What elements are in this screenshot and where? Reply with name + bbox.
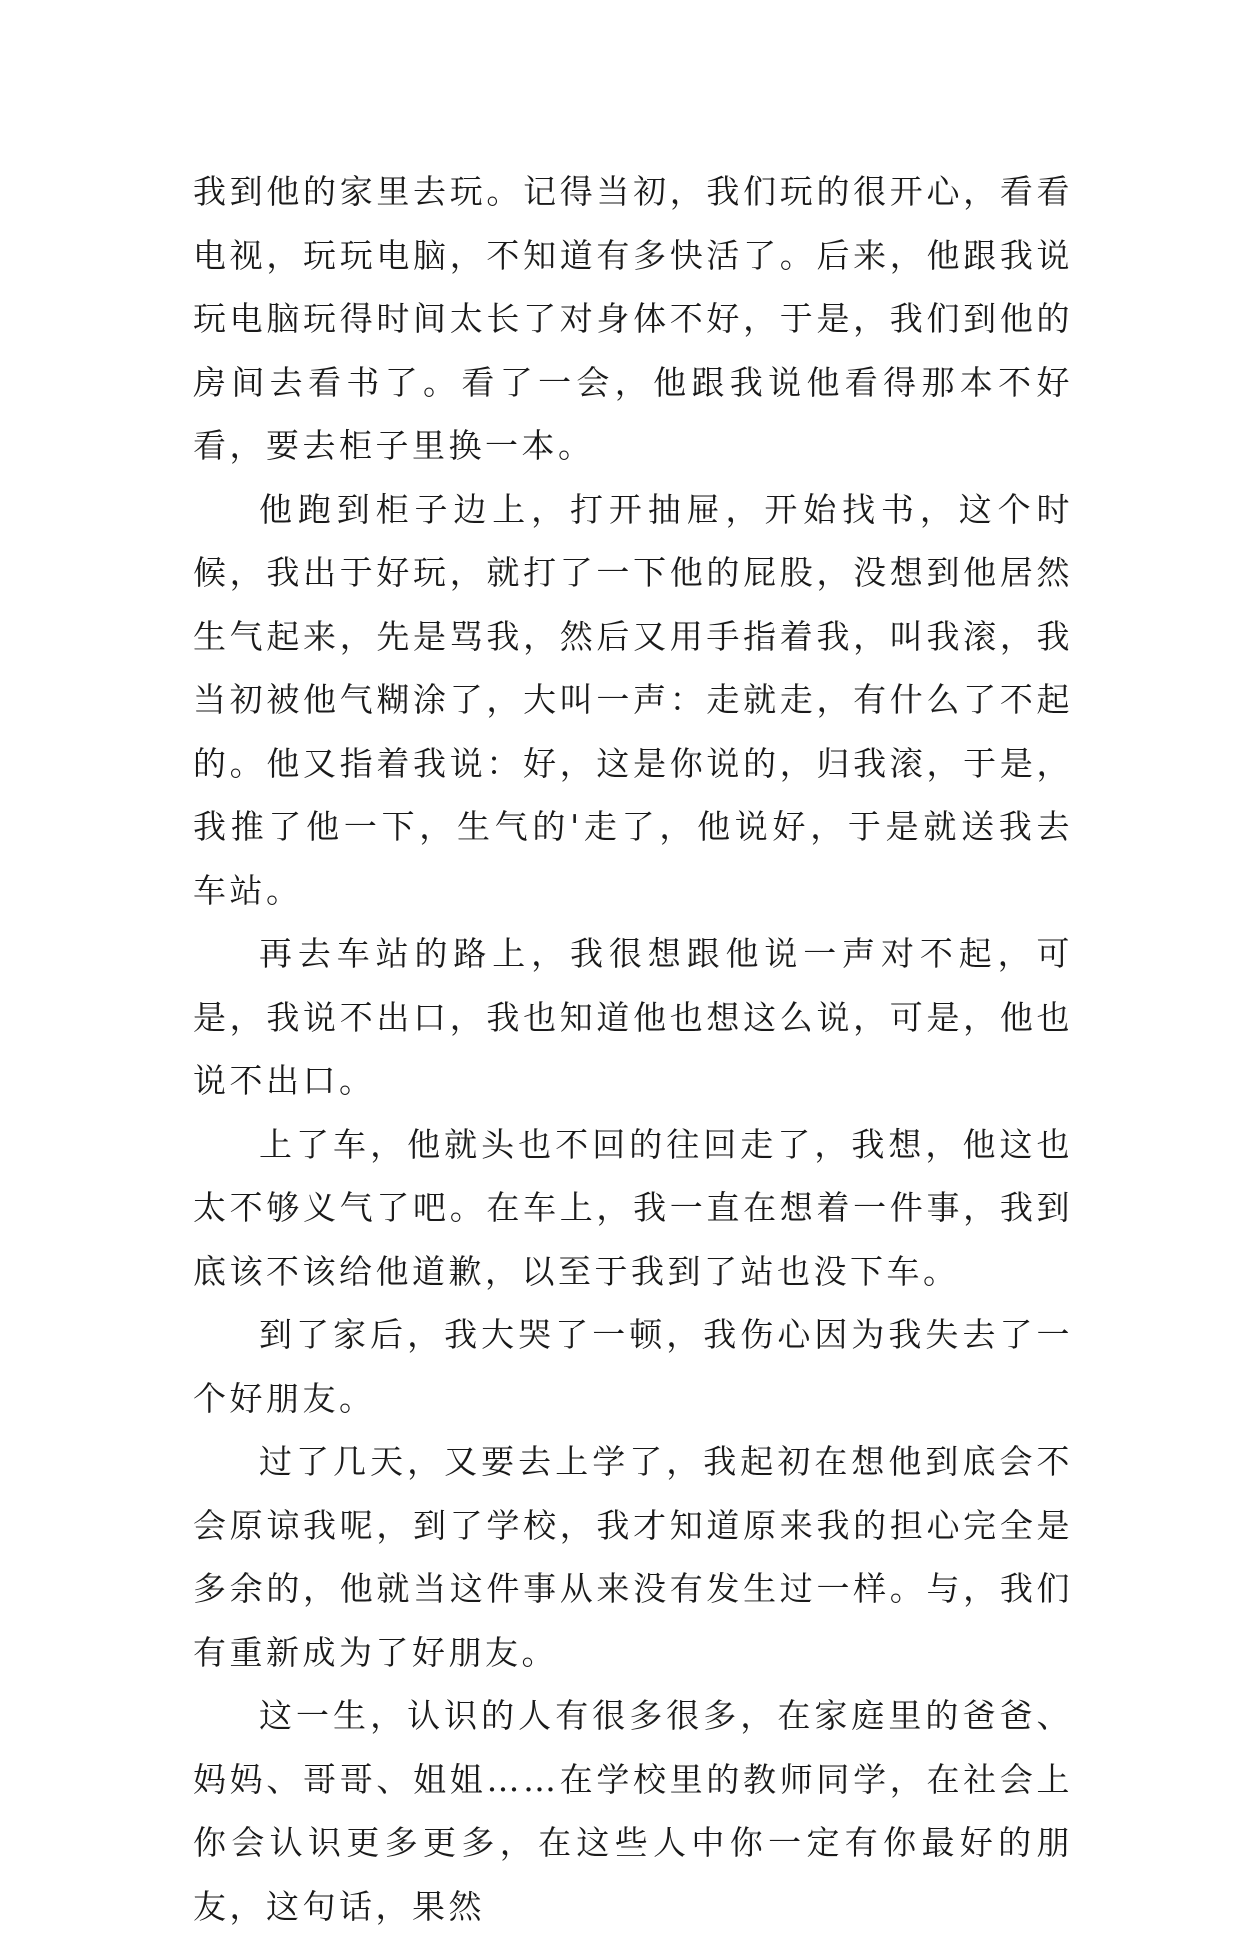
document-body	[193, 160, 1073, 1938]
paragraph: 上了车，他就头也不回的往回走了，我想，他这也太不够义气了吧。在车上，我一直在想着一件事，我到底该不该给他道歉，以至于我到了站也没下车。	[193, 1124, 1073, 1291]
paragraph: 到了家后，我大哭了一顿，我伤心因为我失去了一个好朋友。	[193, 1315, 1073, 1418]
paragraph: 过了几天，又要去上学了，我起初在想他到底会不会原谅我呢，到了学校，我才知道原来我的担心完全是多余的，他就当这件事从来没有发生过一样。与，我们有重新成为了好朋友。	[193, 1442, 1073, 1672]
paragraph: 我到他的家里去玩。记得当初，我们玩的很开心，看看电视，玩玩电脑，不知道有多快活了。后来，他跟我说玩电脑玩得时间太长了对身体不好，于是，我们到他的房间去看书了。看了一会，他跟我说他看得那本不好看，要去柜子里换一本。	[193, 172, 1073, 465]
paragraph: 再去车站的路上，我很想跟他说一声对不起，可是，我说不出口，我也知道他也想这么说，可是，他也说不出口。	[193, 934, 1073, 1100]
paragraph: 这一生，认识的人有很多很多，在家庭里的爸爸、妈妈、哥哥、姐姐……在学校里的教师同学，在社会上你会认识更多更多，在这些人中你一定有你最好的朋友，这句话，果然	[193, 1696, 1073, 1926]
paragraph: 他跑到柜子边上，打开抽屉，开始找书，这个时候，我出于好玩，就打了一下他的屁股，没想到他居然生气起来，先是骂我，然后又用手指着我，叫我滚，我当初被他气糊涂了，大叫一声：走就走，有什么了不起的。他又指着我说：好，这是你说的，归我滚，于是，我推了他一下，生气的'走了，他说好，于是就送我去车站。	[193, 489, 1073, 910]
